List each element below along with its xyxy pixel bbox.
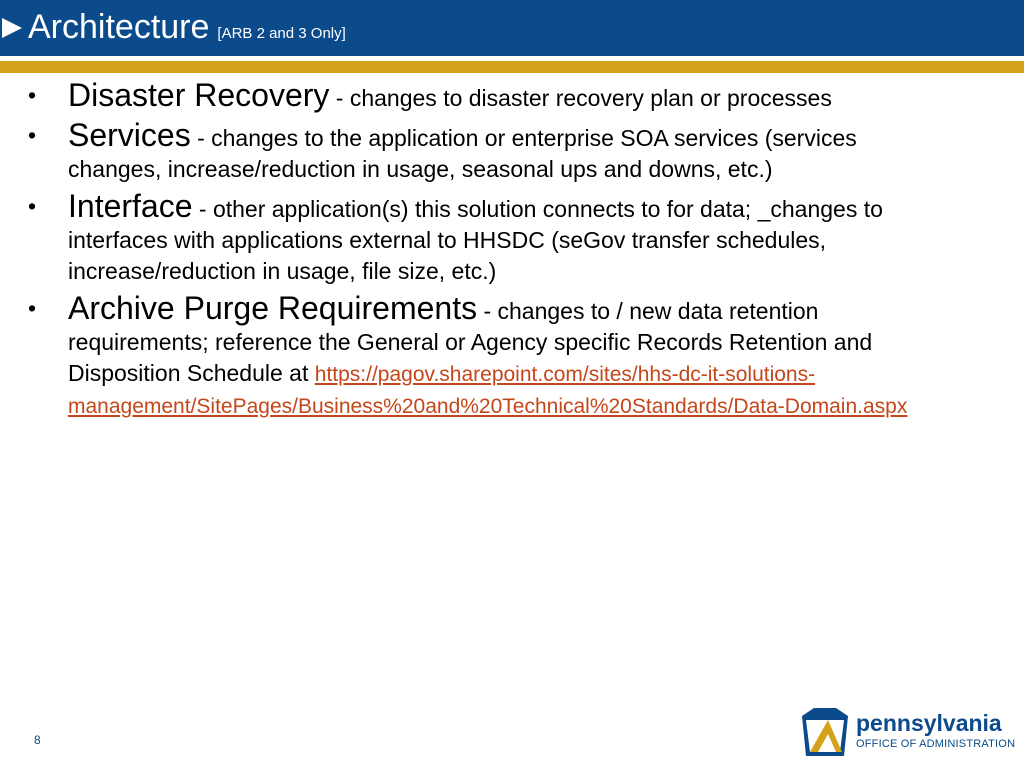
bullet-heading: Interface [68,188,193,224]
bullet-interface [28,188,948,287]
bullet-text: - changes to the application or enterprise SOA services (services changes, increase/reduction in usage, seasonal ups and downs, etc.) [68,125,857,182]
title-text: Architecture [28,8,210,46]
logo-subtitle: OFFICE OF ADMINISTRATION [856,738,1016,750]
title-subtitle: [ARB 2 and 3 Only] [217,25,346,42]
bullet-icon: • [28,295,37,321]
bullet-text: - changes to / new data retention requirements; reference the General or Agency specific Records Retention and Disposition Schedule at [68,298,873,386]
bullet-services [28,117,948,185]
bullet-list [28,77,948,428]
bullet-archive-purge [28,290,948,422]
pennsylvania-logo [800,706,1016,762]
title-arrow-icon [2,18,22,38]
keystone-logo-icon [800,706,850,758]
bullet-icon: • [28,82,37,108]
bullet-heading: Archive Purge Requirements [68,290,478,326]
bullet-text: - other application(s) this solution connects to for data; _changes to interfaces with applications external to HHSDC (seGov transfer schedules, increase/reduction in usage, file size, etc.) [68,196,883,284]
bullet-heading: Services [68,117,191,153]
page-title [28,8,346,53]
bullet-icon: • [28,122,37,148]
page-number: 8 [34,733,41,747]
bullet-disaster-recovery [28,77,948,114]
bullet-text: - changes to disaster recovery plan or processes [329,85,832,111]
gold-divider [0,61,1024,73]
records-retention-link[interactable]: https://pagov.sharepoint.com/sites/hhs-dc-it-solutions-management/SitePages/Business%20and%20Technical%20Standards/Data-Domain.aspx [68,363,908,418]
bullet-heading: Disaster Recovery [68,77,330,113]
bullet-icon: • [28,193,37,219]
title-bar [0,0,1024,56]
logo-wordmark: pennsylvania [856,710,1002,736]
